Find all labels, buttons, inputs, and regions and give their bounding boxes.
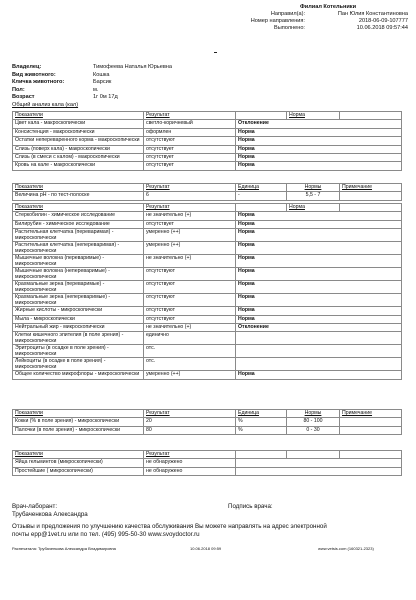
pet-name-label: Кличка животного: <box>12 79 65 86</box>
table-header: Показатели Результат Норма <box>13 204 402 212</box>
dash-mark <box>214 52 217 53</box>
sex-label: Пол: <box>12 86 25 93</box>
referral-number-value: 2018-06-09-107777 <box>358 18 408 24</box>
printed-by: Распечатала: Трубаченкова Александра Владимировна <box>12 546 116 551</box>
lab-name: Филиал Котельники <box>300 4 357 10</box>
table-row: Цвет кала - макроскопически светло-коричневый Отклонение <box>13 120 402 128</box>
table-row: Консистенция - макроскопически оформлен Норма <box>13 128 402 136</box>
table-row: Общее количество микрофлоры - микроскопически умеренно (++) Норма <box>13 371 402 379</box>
table-macroscopic <box>12 111 402 171</box>
referral-labels <box>200 11 305 32</box>
table-row: Величина pH - по тест-полоске 6 - 5,5 - 7 <box>13 192 402 200</box>
referral-number-label: Номер направления: <box>250 18 305 24</box>
species-label: Вид животного: <box>12 71 56 78</box>
age-label: Возраст <box>12 94 35 101</box>
signature-label: Подпись врача: <box>228 503 273 510</box>
owner-label: Владелец: <box>12 64 42 70</box>
feedback-text <box>12 523 412 539</box>
table-row: Крахмальные зерна (непереваримые) - микроскопически отсутствуют Норма <box>13 294 402 307</box>
sex-value: м. <box>93 86 99 93</box>
table-parasites <box>12 450 402 476</box>
table-row: Слизь (в смеси с калом) - макроскопически отсутствует Норма <box>13 153 402 161</box>
table-row: Слизь (поверх кала) - макроскопически отсутствует Норма <box>13 145 402 153</box>
table-row: Остатки непереваренного корма - макроскопически отсутствуют Норма <box>13 137 402 145</box>
table-header: Показатели Результат <box>13 451 402 459</box>
referred-by-value: Пан Юлия Константиновна <box>337 11 408 17</box>
pet-name-value: Барсик <box>93 79 112 86</box>
table-row: Мыла - микроскопически отсутствуют Норма <box>13 315 402 323</box>
table-ph <box>12 183 402 201</box>
table-row: Мышечные волокна (переваримые) - микроскопически не значительно (+) Норма <box>13 255 402 268</box>
table-row: Яйца гельминтов (микроскопически) не обнаружено <box>13 459 402 467</box>
completed-value: 10.06.2018 09:57:44 <box>356 25 408 31</box>
table-row: Мышечные волокна (непереваримые) - микроскопически отсутствуют Норма <box>13 268 402 281</box>
table-microscopic <box>12 203 402 380</box>
col-indicator: Показатели <box>13 112 144 120</box>
col-result: Результат <box>144 112 236 120</box>
doctor-name: Трубаченкова Александра <box>12 511 88 518</box>
species-value: Кошка <box>93 71 110 78</box>
table-row: Нейтральный жир - микроскопически не значительно (+) Отклонение <box>13 323 402 331</box>
col-norm: Норма <box>287 112 340 120</box>
table-header <box>13 112 402 120</box>
footer-site: www.vetsis.com (160321-2323) <box>318 546 374 551</box>
referred-by-label: Направил(а): <box>270 11 305 17</box>
table-row: Билирубин - химическое исследование отсутствует Норма <box>13 220 402 228</box>
patient-values <box>93 64 172 102</box>
table-header: Показатели Результат Единица Нормы Примечание <box>13 410 402 418</box>
table-row: Стеркобилин - химическое исследование не значительно (+) Норма <box>13 212 402 220</box>
table-row: Эритроциты (в осадке в поле зрения) - микроскопически отс. <box>13 345 402 358</box>
table-row: Жирные кислоты - микроскопически отсутствуют Норма <box>13 307 402 315</box>
age-value: 1г 0м 17д <box>93 94 118 101</box>
feedback-line-1: Отзывы и предложения по улучшению качества обслуживания Вы можете направлять на адрес электронной <box>12 523 327 530</box>
table-row: Растительная клетчатка (переваримая) - микроскопически умеренно (++) Норма <box>13 229 402 242</box>
table-row: Клетки кишечного эпителия (в поле зрения) - микроскопически единично <box>13 332 402 345</box>
table-microflora <box>12 409 402 435</box>
table-row: Лейкоциты (в осадке в поле зрения) - микроскопически отс. <box>13 358 402 371</box>
table-row: Крахмальные зерна (переваримые) - микроскопически отсутствуют Норма <box>13 281 402 294</box>
referral-values <box>308 11 408 32</box>
section-title: Общий анализ кала (кал) <box>12 102 79 108</box>
patient-labels <box>12 64 64 102</box>
printed-at: 10.06.2018 09:59 <box>190 546 222 551</box>
table-row: Кокки (% в поле зрения) - микроскопически 20 % 80 - 100 <box>13 418 402 426</box>
feedback-line-2: почты epp@1vet.ru или по тел. (495) 995-50-30 www.svoydoctor.ru <box>12 531 200 538</box>
table-header: Показатели Результат Единица Нормы Примечание <box>13 184 402 192</box>
owner-value: Тимофеева Наталья Юрьевна <box>93 64 173 70</box>
table-row: Растительная клетчатка (непереваримая) - микроскопически умеренно (++) Норма <box>13 242 402 255</box>
doctor-label: Врач-лаборант: <box>12 503 58 510</box>
table-row: Палочки (в поле зрения) - микроскопически 80 % 0 - 30 <box>13 426 402 434</box>
table-row: Простейшие ( микроскопически) не обнаружено <box>13 467 402 475</box>
table-row: Кровь на кале - макроскопически отсутствует Норма <box>13 162 402 170</box>
completed-label: Выполнено: <box>274 25 305 31</box>
